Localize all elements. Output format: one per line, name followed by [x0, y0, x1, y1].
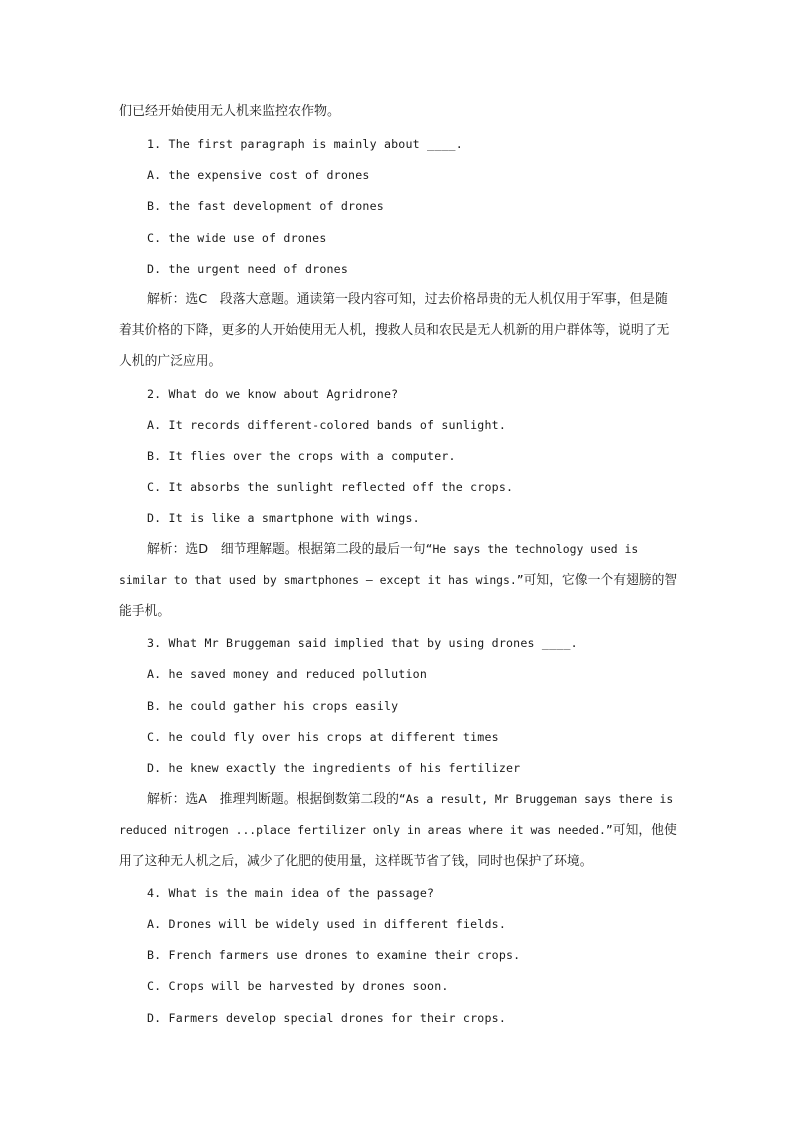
question-2-stem: 2. What do we know about Agridrone?: [147, 387, 399, 401]
question-2-option-a: A. It records different-colored bands of sunlight.: [147, 418, 507, 432]
question-3-analysis: [119, 784, 679, 877]
question-2-analysis-text: 可知，它像一个有翅膀的智能手机。: [119, 573, 678, 619]
question-4-option-c: C. Crops will be harvested by drones soon.: [147, 979, 449, 993]
question-3-option-d: D. he knew exactly the ingredients of his fertilizer: [147, 761, 521, 775]
question-1-option-b: B. the fast development of drones: [147, 199, 384, 213]
question-2-analysis-quote: “He says the technology used is similar to that used by smartphones — except it has wings.”: [119, 542, 639, 587]
intro-line: 们已经开始使用无人机来监控农作物。: [119, 104, 341, 119]
question-2-option-b: B. It flies over the crops with a computer.: [147, 449, 456, 463]
question-2-option-d: D. It is like a smartphone with wings.: [147, 511, 420, 525]
question-3-option-c: C. he could fly over his crops at different times: [147, 730, 499, 744]
question-1-stem: 1. The first paragraph is mainly about ____.: [147, 137, 463, 151]
question-1-option-c: C. the wide use of drones: [147, 231, 327, 245]
question-3-option-a: A. he saved money and reduced pollution: [147, 667, 428, 681]
question-3-analysis-label: 解析：选A 推理判断题。根据倒数第二段的: [147, 792, 399, 807]
question-1-analysis: [119, 284, 679, 377]
question-2-option-c: C. It absorbs the sunlight reflected off the crops.: [147, 480, 514, 494]
question-3-analysis-quote: “As a result, Mr Bruggeman says there is reduced nitrogen ...place fertilizer only in areas where it was needed.”: [119, 792, 674, 837]
question-2-analysis-label: 解析：选D 细节理解题。根据第二段的最后一句: [147, 542, 426, 557]
question-3-stem: 3. What Mr Bruggeman said implied that by using drones ____.: [147, 636, 578, 650]
question-3-analysis-text: 可知，他使用了这种无人机之后，减少了化肥的使用量，这样既节省了钱，同时也保护了环境。: [119, 823, 677, 869]
question-1-analysis-text: 通读第一段内容可知，过去价格昂贵的无人机仅用于军事，但是随着其价格的下降，更多的人开始使用无人机，搜救人员和农民是无人机新的用户群体等，说明了无人机的广泛应用。: [119, 292, 670, 369]
question-3-option-b: B. he could gather his crops easily: [147, 699, 399, 713]
question-4-option-b: B. French farmers use drones to examine their crops.: [147, 948, 521, 962]
question-4-option-a: A. Drones will be widely used in different fields.: [147, 917, 507, 931]
question-4-stem: 4. What is the main idea of the passage?: [147, 886, 435, 900]
question-1-analysis-label: 解析：选C 段落大意题。: [147, 292, 297, 307]
question-2-analysis: [119, 534, 679, 627]
question-1-option-a: A. the expensive cost of drones: [147, 168, 370, 182]
question-4-option-d: D. Farmers develop special drones for their crops.: [147, 1011, 507, 1025]
question-1-option-d: D. the urgent need of drones: [147, 262, 349, 276]
